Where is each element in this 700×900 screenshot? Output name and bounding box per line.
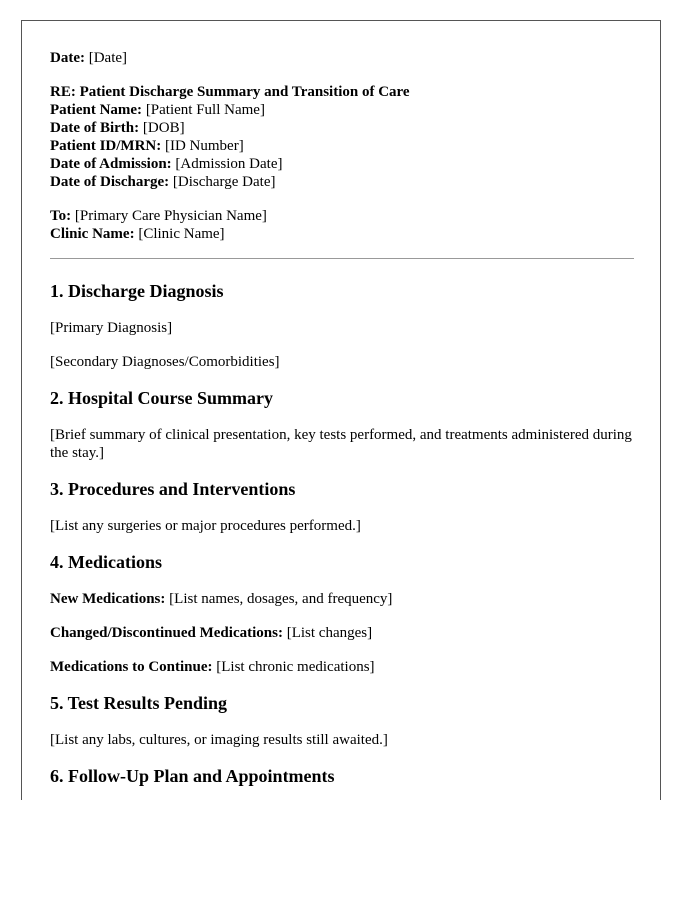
section-heading-discharge-diagnosis: 1. Discharge Diagnosis: [50, 281, 224, 301]
document-page: [21, 20, 661, 800]
test-results-text: [List any labs, cultures, or imaging results still awaited.]: [50, 732, 388, 748]
section-heading-hospital-course: 2. Hospital Course Summary: [50, 388, 274, 408]
section-heading-follow-up: 6. Follow-Up Plan and Appointments: [50, 766, 335, 786]
date-value: [Date]: [84, 50, 128, 66]
secondary-diagnoses-text: [Secondary Diagnoses/Comorbidities]: [50, 354, 280, 370]
date-label: Date:: [50, 50, 85, 66]
discharge-label: Date of Discharge:: [50, 174, 170, 190]
continue-medications-line: [50, 658, 634, 676]
document-content: [50, 49, 634, 787]
to-label: To:: [50, 208, 72, 224]
patient-id-label: Patient ID/MRN:: [50, 138, 162, 154]
discharge-value: [Discharge Date]: [169, 174, 276, 190]
patient-name-line: [50, 101, 634, 119]
admission-value: [Admission Date]: [171, 156, 283, 172]
patient-id-value: [ID Number]: [161, 138, 244, 154]
clinic-value: [Clinic Name]: [134, 226, 225, 242]
new-medications-value: [List names, dosages, and frequency]: [165, 591, 393, 607]
section-heading-test-results: 5. Test Results Pending: [50, 693, 228, 713]
changed-medications-label: Changed/Discontinued Medications:: [50, 625, 283, 641]
to-value: [Primary Care Physician Name]: [71, 208, 267, 224]
continue-medications-label: Medications to Continue:: [50, 659, 213, 675]
new-medications-label: New Medications:: [50, 591, 166, 607]
to-line: [50, 207, 634, 225]
admission-label: Date of Admission:: [50, 156, 172, 172]
patient-id-line: [50, 137, 634, 155]
dob-label: Date of Birth:: [50, 120, 140, 136]
header-divider: [50, 258, 634, 259]
date-line: [50, 49, 634, 67]
clinic-line: [50, 225, 634, 243]
discharge-line: [50, 173, 634, 191]
dob-line: [50, 119, 634, 137]
new-medications-line: [50, 590, 634, 608]
procedures-text: [List any surgeries or major procedures performed.]: [50, 518, 361, 534]
admission-line: [50, 155, 634, 173]
clinic-label: Clinic Name:: [50, 226, 135, 242]
patient-name-label: Patient Name:: [50, 102, 143, 118]
primary-diagnosis-text: [Primary Diagnosis]: [50, 320, 173, 336]
section-heading-medications: 4. Medications: [50, 552, 162, 572]
section-heading-procedures: 3. Procedures and Interventions: [50, 479, 296, 499]
changed-medications-line: [50, 624, 634, 642]
patient-name-value: [Patient Full Name]: [142, 102, 265, 118]
re-line: RE: Patient Discharge Summary and Transition of Care: [50, 84, 410, 100]
continue-medications-value: [List chronic medications]: [212, 659, 375, 675]
hospital-course-text: [Brief summary of clinical presentation, key tests performed, and treatments administered during the stay.]: [50, 427, 632, 461]
changed-medications-value: [List changes]: [282, 625, 373, 641]
dob-value: [DOB]: [139, 120, 185, 136]
